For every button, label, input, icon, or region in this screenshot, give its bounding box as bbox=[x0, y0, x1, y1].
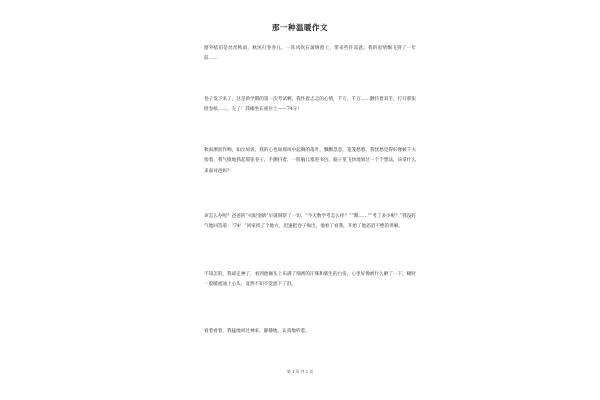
paragraph-5: 不知怎的，我却走神了，看到他额头上布满了细密的汗珠和新生的白发，心里好像被什么揪了一下，顿时一股暖流涌上心头，竟然不知不觉流下了泪。 bbox=[204, 272, 416, 288]
paragraph-3: 秋雨淅沥作响，如泣如诉，我的心也如那风中起舞的落叶，飘飘忽忽，笼笼愁愁。我忧愁觉得好像被千夫指着，我气愤地抓起那张卷子，手颤抖着，一股脑儿塞进书包，脑子里飞快地划过一个个想法，该拿什么来面对爸妈？ bbox=[204, 148, 416, 174]
paragraph-2: 卷子发下来了，这是新学期的第一次考试啊，我怀着忐忑的心情，千万，千万……颤抖着双手，打开那张批卷纸……，完了！我瘫坐在座位上——74分！ bbox=[204, 97, 416, 113]
paragraph-4: 该怎么办呢？爸爸的“火眼金睛”早就洞察了一切。“今天数学考怎么样？”“嗯……”“考了多少呢？”我没好气地回答道：“74！”回家找了个地方，迅速把卷子掏出，他看了看我，开始了他滔滔不绝的讲解。 bbox=[204, 214, 416, 230]
page-footer: 第 1 页 共 2 页 bbox=[286, 369, 314, 374]
paragraph-6: 看着看着，我猛地回过神来，静静地，认真地听着。 bbox=[204, 329, 310, 334]
document-title: 那一种温暖作文 bbox=[272, 23, 328, 32]
paragraph-1: 窗外依旧是丝丝秋雨，秋风打卷卷儿，一阵风吹在玻璃窗上，带来些许凉意。我的思绪飘飞到了一年前…… bbox=[204, 46, 416, 62]
